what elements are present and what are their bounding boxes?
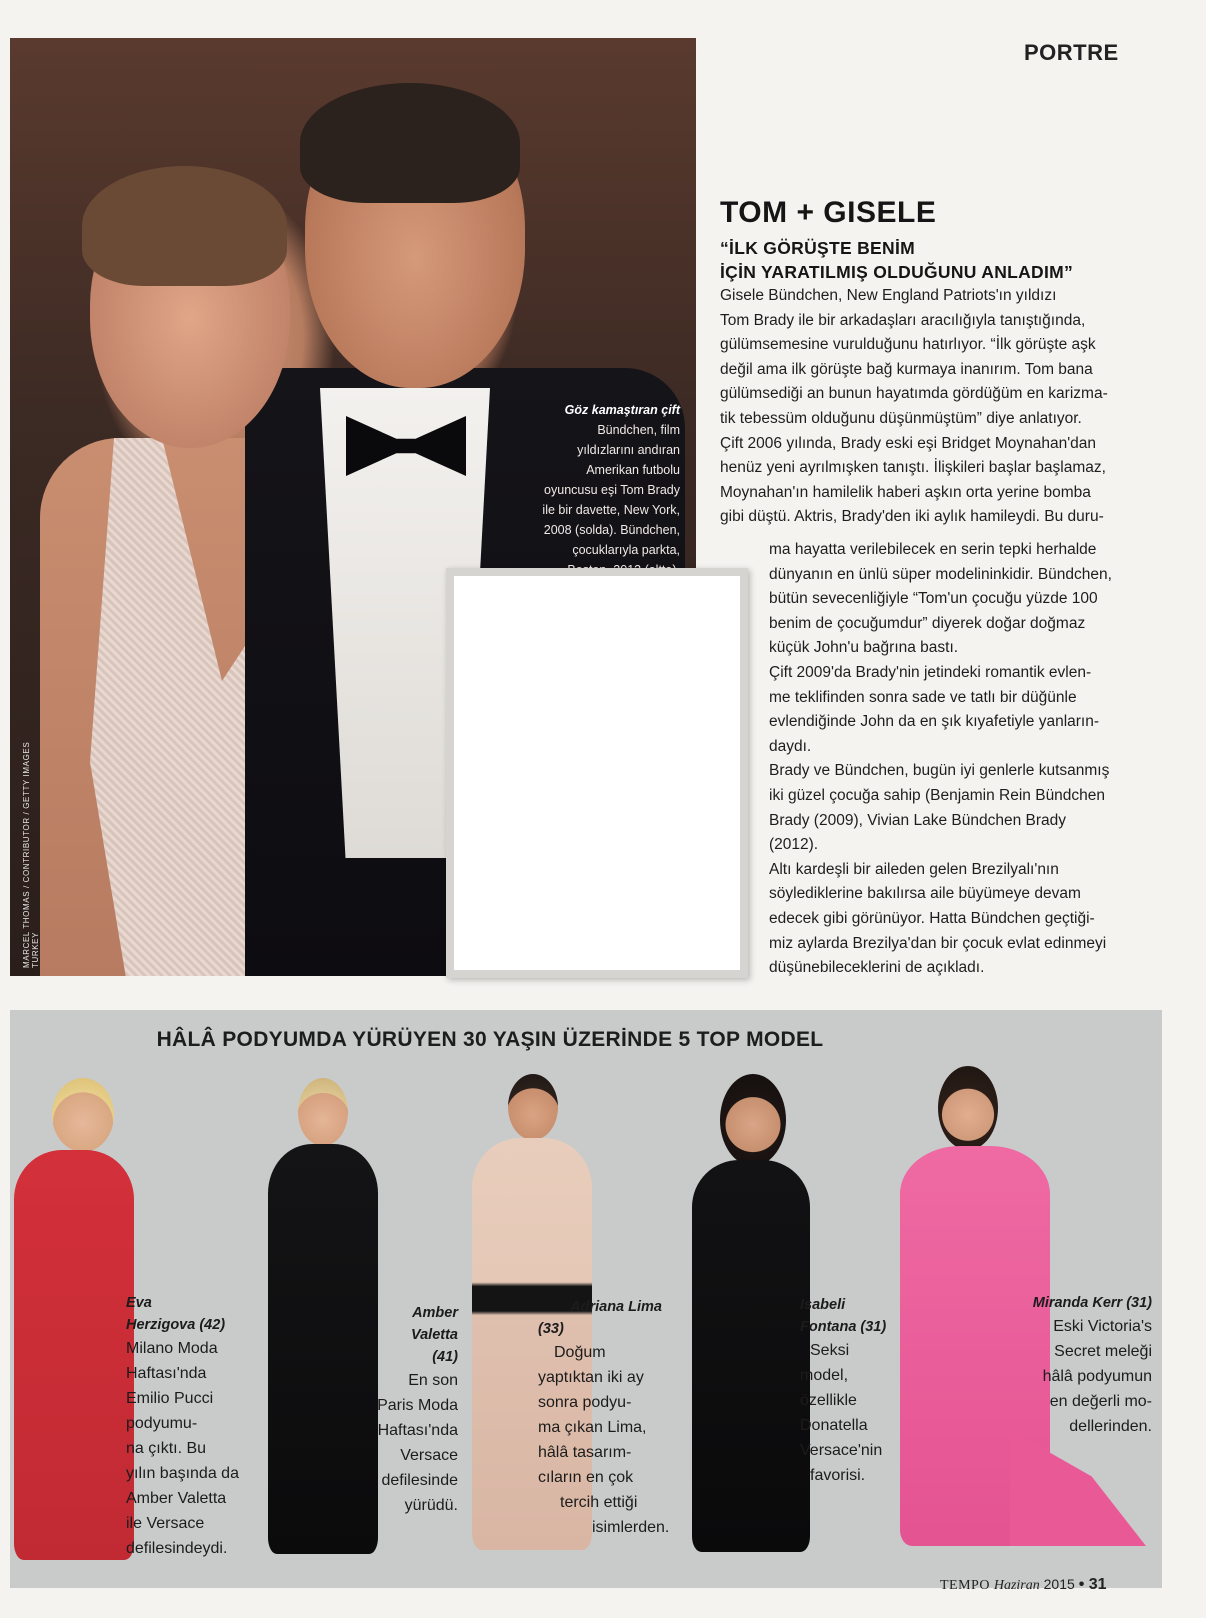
top-models-box: [10, 1010, 1162, 1588]
model-eva-head: [52, 1078, 114, 1152]
model-adriana-text: sonra podyu-: [538, 1394, 632, 1411]
model-adriana-text: isimlerden.: [592, 1519, 670, 1536]
model-adriana-name: Adriana Lima: [570, 1299, 662, 1315]
body-line: gülümsemesine vurulduğunu hatırlıyor. “İlk görüşte aşk: [720, 336, 1096, 354]
photo-caption-line: çocuklarıyla parkta,: [572, 543, 680, 557]
model-eva-text: yılın başında da: [126, 1465, 239, 1482]
model-miranda-caption: [1000, 1292, 1152, 1439]
article-body-continued: [769, 538, 1169, 981]
model-adriana-text: ma çıkan Lima,: [538, 1419, 647, 1436]
model-amber-text: Haftası'nda: [377, 1422, 458, 1439]
footer-magazine: TEMPO: [940, 1578, 990, 1593]
body-line: gibi düştü. Aktris, Brady'den iki aylık hamileydi. Bu duru-: [720, 508, 1104, 526]
article-subtitle-line: İÇİN YARATILMIŞ OLDUĞUNU ANLADIM”: [720, 262, 1074, 282]
model-eva-text: defilesindeydi.: [126, 1540, 228, 1557]
model-isabeli-text: model,: [800, 1367, 849, 1384]
model-miranda-head: [938, 1066, 998, 1150]
body-line: miz aylarda Brezilya'dan bir çocuk evlat edinmeyi: [769, 934, 1107, 952]
body-line: bütün sevecenliğiyle “Tom'un çocuğu yüzde 100: [769, 590, 1098, 608]
model-miranda-train: [1010, 1430, 1146, 1546]
model-amber-name: Amber: [412, 1305, 458, 1321]
body-line: Tom Brady ile bir arkadaşları aracılığıyla tanıştığında,: [720, 311, 1086, 329]
model-amber-caption: [348, 1302, 458, 1518]
body-line: edecek gibi görünüyor. Hatta Bündchen geçtiği-: [769, 909, 1095, 927]
model-eva-text: podyumu-: [126, 1415, 198, 1432]
article-subtitle: [720, 236, 1190, 284]
body-line: benim de çocuğumdur” diyerek doğar doğmaz: [769, 614, 1086, 632]
body-line: evlendiğinde John da en şık kıyafetiyle yanların-: [769, 713, 1100, 731]
body-line: henüz yeni ayrılmışken tanıştı. İlişkileri başlar başlamaz,: [720, 459, 1106, 477]
model-isabeli-text: Seksi: [810, 1342, 850, 1359]
model-eva-text: Emilio Pucci: [126, 1390, 214, 1407]
model-adriana-text: yaptıktan iki ay: [538, 1369, 644, 1386]
photo-caption-line: Amerikan futbolu: [586, 463, 680, 477]
photo-caption-line: ile bir davette, New York,: [542, 503, 680, 517]
model-isabeli-head: [720, 1074, 786, 1166]
model-miranda-text: hâlâ podyumun: [1042, 1368, 1152, 1385]
model-miranda-text: en değerli mo-: [1049, 1393, 1152, 1410]
model-adriana-text: hâlâ tasarım-: [538, 1444, 632, 1461]
model-adriana-head: [508, 1074, 558, 1140]
inset-photo-placeholder: [446, 568, 748, 978]
body-line: ma hayatta verilebilecek en serin tepki herhalde: [769, 541, 1097, 558]
model-amber-name: (41): [432, 1349, 458, 1365]
body-line: tik tebessüm olduğunu düşünmüştüm” diye anlatıyor.: [720, 409, 1082, 427]
model-miranda-text: Eski Victoria's: [1053, 1318, 1152, 1335]
model-amber-text: Versace: [400, 1447, 458, 1464]
section-label: PORTRE: [1024, 40, 1119, 65]
model-eva-text: Milano Moda: [126, 1340, 218, 1357]
body-line: Çift 2009'da Brady'nin jetindeki romantik evlen-: [769, 663, 1092, 681]
photo-caption: [510, 400, 680, 580]
model-eva-text: Haftası'nda: [126, 1365, 207, 1382]
photo-caption-line: yıldızlarını andıran: [577, 443, 680, 457]
body-line: değil ama ilk görüşte bağ kurmaya inanırım. Tom bana: [720, 360, 1093, 378]
body-line: Brady (2009), Vivian Lake Bündchen Brady: [769, 811, 1066, 829]
model-amber-text: En son: [408, 1372, 458, 1389]
model-isabeli-text: Versace'nin: [800, 1442, 883, 1459]
model-amber-text: defilesinde: [381, 1472, 458, 1489]
model-eva-text: Amber Valetta: [126, 1490, 227, 1507]
model-eva-caption: [126, 1292, 256, 1561]
model-adriana-caption: [538, 1296, 670, 1540]
photo-hair-woman: [82, 166, 287, 286]
model-eva-text: ile Versace: [126, 1515, 205, 1532]
page-footer: [940, 1576, 1107, 1594]
model-amber-name: Valetta: [410, 1327, 458, 1343]
photo-credit: MARCEL THOMAS / CONTRIBUTOR / GETTY IMAGES TURKEY: [22, 741, 40, 968]
body-line: Gisele Bündchen, New England Patriots'ın yıldızı: [720, 287, 1057, 304]
model-amber-text: yürüdü.: [404, 1497, 458, 1514]
model-miranda-name: Miranda Kerr (31): [1032, 1295, 1152, 1311]
model-isabeli-name: Fontana (31): [800, 1319, 887, 1335]
top-models-title: HÂLÂ PODYUMDA YÜRÜYEN 30 YAŞIN ÜZERİNDE 5 TOP MODEL: [156, 1028, 824, 1051]
model-eva-text: na çıktı. Bu: [126, 1440, 207, 1457]
model-adriana-name: (33): [538, 1321, 564, 1337]
body-line: söylediklerine bakılırsa aile büyümeye devam: [769, 885, 1081, 903]
model-miranda-text: dellerinden.: [1069, 1418, 1152, 1435]
body-line: Altı kardeşli bir aileden gelen Brezilyalı'nın: [769, 860, 1059, 878]
footer-page-number: • 31: [1078, 1576, 1107, 1593]
footer-issue: Haziran: [993, 1578, 1040, 1593]
body-line: küçük John'u bağrına bastı.: [769, 639, 959, 657]
model-eva-figure: [14, 1150, 134, 1560]
article-title: TOM + GISELE: [720, 196, 937, 229]
body-line: gülümsediği an bunun hayatımda gördüğüm en karizma-: [720, 385, 1108, 403]
model-miranda-text: Secret meleği: [1054, 1343, 1152, 1360]
model-amber-head: [298, 1078, 348, 1146]
model-amber-text: Paris Moda: [377, 1397, 458, 1414]
photo-hair-man: [300, 83, 520, 203]
footer-year: 2015: [1043, 1576, 1075, 1592]
body-line: dünyanın en ünlü süper modelininkidir. Bündchen,: [769, 565, 1112, 583]
photo-caption-line: Bündchen, film: [597, 423, 680, 437]
model-isabeli-name: Isabeli: [800, 1297, 846, 1313]
model-isabeli-figure: [692, 1160, 810, 1552]
model-adriana-text: tercih ettiği: [560, 1494, 638, 1511]
model-eva-name: Eva: [126, 1295, 152, 1311]
article-body: [720, 284, 1166, 530]
body-line: Brady ve Bündchen, bugün iyi genlerle kutsanmış: [769, 762, 1110, 780]
body-line: Çift 2006 yılında, Brady eski eşi Bridget Moynahan'dan: [720, 434, 1097, 452]
model-isabeli-text: Donatella: [800, 1417, 868, 1434]
model-eva-name: Herzigova (42): [126, 1317, 226, 1333]
model-adriana-text: cıların en çok: [538, 1469, 634, 1486]
article-subtitle-line: “İLK GÖRÜŞTE BENİM: [720, 238, 915, 258]
photo-caption-line: oyuncusu eşi Tom Brady: [544, 483, 680, 497]
body-line: daydı.: [769, 737, 812, 755]
model-adriana-text: Doğum: [554, 1344, 606, 1361]
photo-caption-title: Göz kamaştıran çift: [564, 403, 680, 417]
photo-caption-line: 2008 (solda). Bündchen,: [543, 523, 680, 537]
body-line: Moynahan'ın hamilelik haberi aşkın orta yerine bomba: [720, 483, 1091, 501]
model-isabeli-text: özellikle: [800, 1392, 857, 1409]
model-isabeli-text: favorisi.: [810, 1467, 866, 1484]
body-line: (2012).: [769, 836, 819, 854]
body-line: me teklifinden sonra sade ve tatlı bir düğünle: [769, 688, 1077, 706]
body-line: düşünebileceklerini de açıkladı.: [769, 959, 985, 977]
body-line: iki güzel çocuğa sahip (Benjamin Rein Bündchen: [769, 786, 1106, 804]
